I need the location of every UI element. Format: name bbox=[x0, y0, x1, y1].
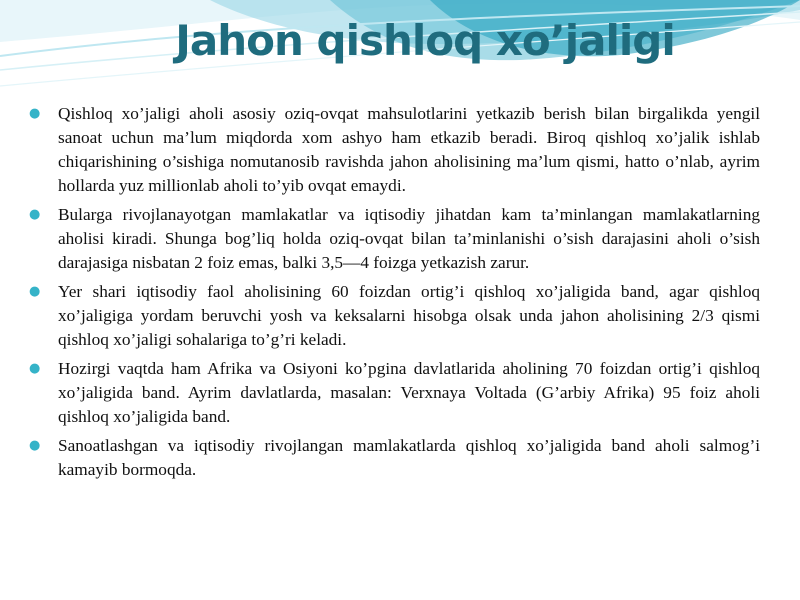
bullet-list bbox=[28, 102, 760, 487]
bullet-item bbox=[28, 203, 760, 275]
bullet-dot-icon: ● bbox=[29, 106, 41, 121]
bullet-text: Sanoatlashgan va iqtisodiy rivojlangan mamlakatlarda qishloq xo’jaligida band aholi salmog’i kamayib bormoqda. bbox=[58, 436, 760, 479]
bullet-text: Bularga rivojlanayotgan mamlakatlar va iqtisodiy jihatdan kam ta’minlangan mamlakatlarning aholisi kiradi. Shunga bog’liq holda oziq-ovqat bilan ta’minlanishi o’sish darajasini aholi o’sish darajasiga nisbatan 2 foiz emas, balki 3,5—4 foizga yetkazish zarur. bbox=[58, 205, 760, 272]
bullet-item bbox=[28, 102, 760, 198]
bullet-dot-icon: ● bbox=[29, 438, 41, 453]
bullet-dot-icon: ● bbox=[29, 361, 41, 376]
bullet-text: Hozirgi vaqtda ham Afrika va Osiyoni ko’pgina davlatlarida aholining 70 foizdan ortig’i qishloq xo’jaligida band. Ayrim davlatlarda, masalan: Verxnaya Voltada (G’arbiy Afrika) 95 foiz aholi qishloq xo’jaligida band. bbox=[58, 359, 760, 426]
bullet-item bbox=[28, 280, 760, 352]
bullet-item bbox=[28, 357, 760, 429]
bullet-dot-icon: ● bbox=[29, 207, 41, 222]
bullet-text: Yer shari iqtisodiy faol aholisining 60 foizdan ortig’i qishloq xo’jaligida band, agar qishloq xo’jaligiga yordam beruvchi yosh va keksalarni hisobga olsak unda jahon aholisining 2/3 qismi qishloq xo’jaligi sohalariga to’g’ri keladi. bbox=[58, 282, 760, 349]
bullet-text: Qishloq xo’jaligi aholi asosiy oziq-ovqat mahsulotlarini yetkazib berish bilan birgalikda yengil sanoat uchun ma’lum miqdorda xom ashyo ham etkazib beradi. Biroq qishloq xo’jalik ishlab chiqarishining o’sishiga nomutanosib ravishda jahon aholisining ma’lum qismi, hatto o’nlab, ayrim hollarda yuz millionlab aholi to’yib ovqat emaydi. bbox=[58, 104, 760, 195]
bullet-item bbox=[28, 434, 760, 482]
slide-title: Jahon qishloq xo’jaligi bbox=[175, 16, 675, 65]
bullet-dot-icon: ● bbox=[29, 284, 41, 299]
